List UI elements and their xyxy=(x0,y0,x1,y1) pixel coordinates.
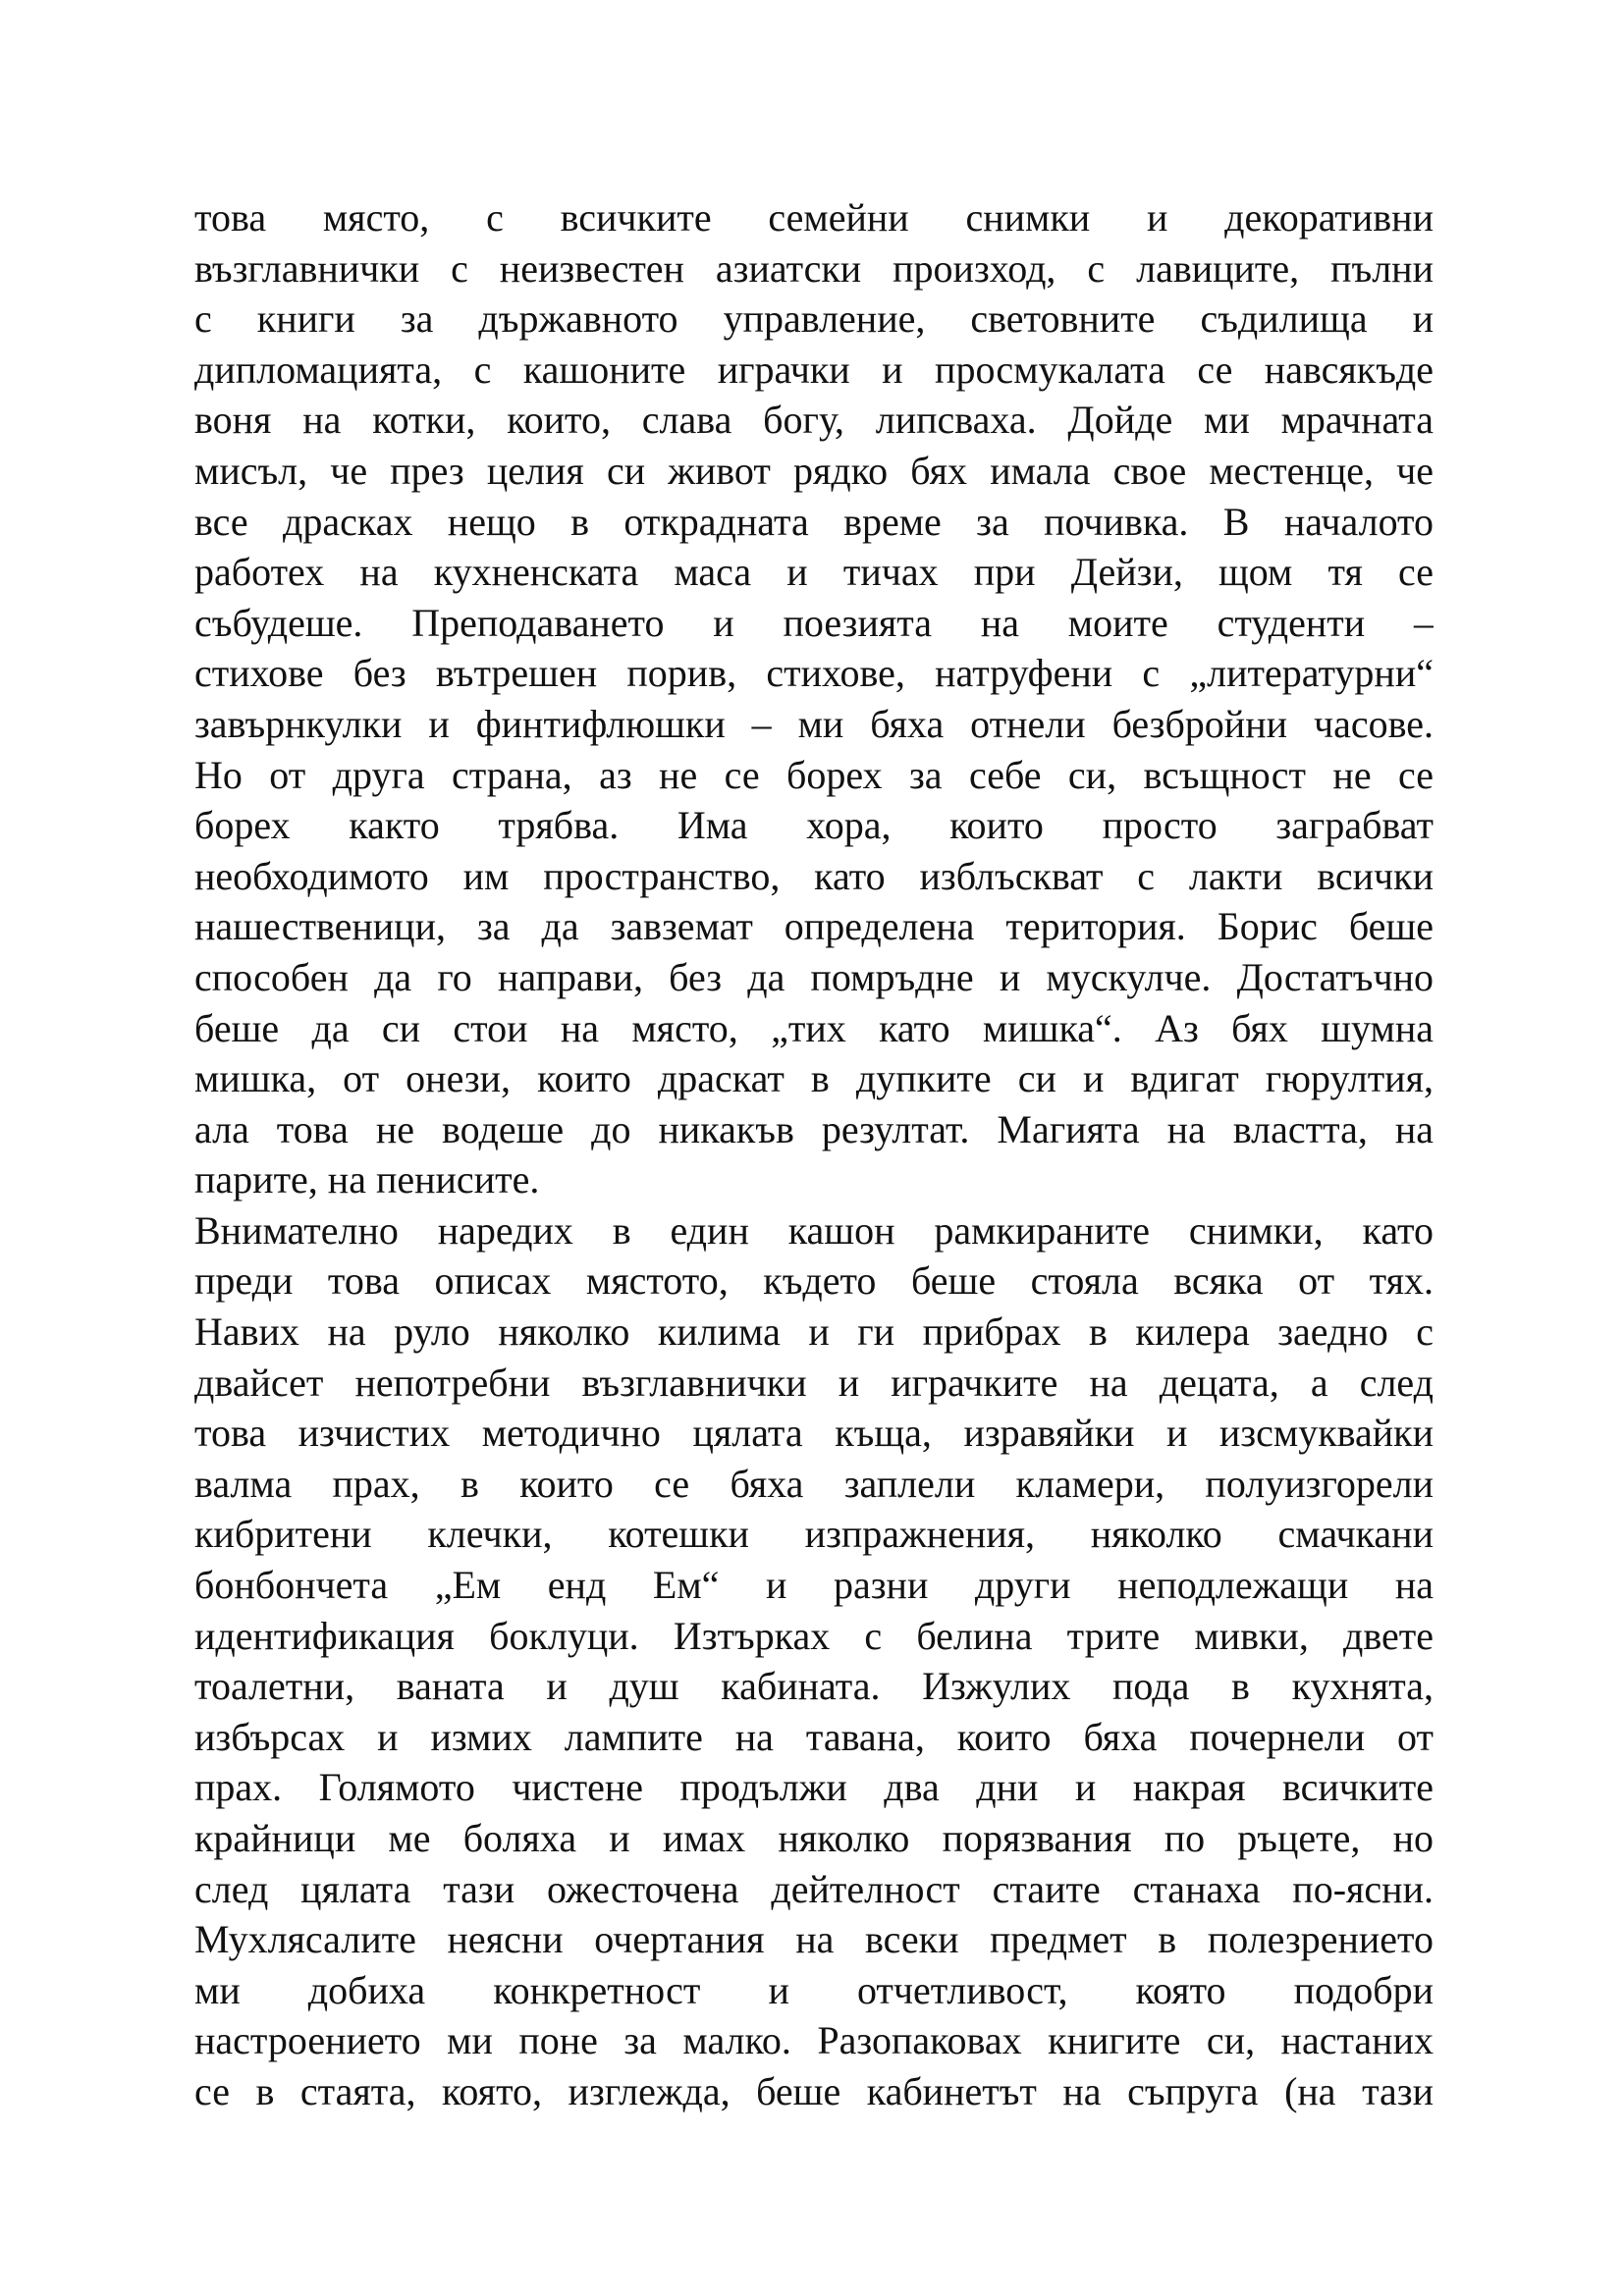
text-line: мисъл, че през целия си живот рядко бях имала свое местенце, че xyxy=(194,448,1434,493)
text-line: Мухлясалите неясни очертания на всеки предмет в полезрението xyxy=(194,1917,1434,1962)
text-line: Внимателно наредих в един кашон рамкираните снимки, като xyxy=(194,1207,1434,1253)
text-line: това място, с всичките семейни снимки и декоративни xyxy=(194,195,1434,240)
text-line: настроението ми поне за малко. Разопаковах книгите си, настаних xyxy=(194,2018,1434,2063)
text-line: дипломацията, с кашоните играчки и просмукалата се навсякъде xyxy=(194,347,1434,392)
text-line: бонбончета „Ем енд Ем“ и разни други неподлежащи на xyxy=(194,1563,1434,1608)
text-line: Навих на руло няколко килима и ги прибрах в килера заедно с xyxy=(194,1309,1434,1355)
text-line: мишка, от онези, които драскат в дупките си и вдигат гюрултия, xyxy=(194,1056,1434,1101)
text-line: прах. Голямото чистене продължи два дни и накрая всичките xyxy=(194,1765,1434,1810)
text-line: все драсках нещо в открадната време за почивка. В началото xyxy=(194,499,1434,544)
text-line: беше да си стои на място, „тих като мишка“. Аз бях шумна xyxy=(194,1005,1434,1050)
text-line: валма прах, в които се бяха заплели кламери, полуизгорели xyxy=(194,1461,1434,1506)
text-line: ала това не водеше до никакъв резултат. Магията на властта, на xyxy=(194,1106,1434,1151)
text-line: двайсет непотребни възглавнички и играчките на децата, а след xyxy=(194,1360,1434,1405)
text-line: преди това описах мястото, където беше стояла всяка от тях. xyxy=(194,1258,1434,1304)
paragraph xyxy=(194,192,1434,1205)
text-line: необходимото им пространство, като изблъскват с лакти всички xyxy=(194,853,1434,898)
text-line: работех на кухненската маса и тичах при Дейзи, щом тя се xyxy=(194,550,1434,595)
text-line: събудеше. Преподаването и поезията на моите студенти – xyxy=(194,600,1434,645)
text-line: с книги за държавното управление, световните съдилища и xyxy=(194,296,1434,342)
text-line: след цялата тази ожесточена дейтелност стаите станаха по-ясни. xyxy=(194,1866,1434,1911)
text-line: ми добиха конкретност и отчетливост, която подобри xyxy=(194,1967,1434,2012)
text-line: способен да го направи, без да помръдне и мускулче. Достатъчно xyxy=(194,954,1434,999)
text-line: кибритени клечки, котешки изпражнения, няколко смачкани xyxy=(194,1512,1434,1557)
text-line: стихове без вътрешен порив, стихове, натруфени с „литературни“ xyxy=(194,651,1434,696)
text-line: нашественици, за да завземат определена територия. Борис беше xyxy=(194,904,1434,949)
text-line: това изчистих методично цялата къща, изравяйки и изсмуквайки xyxy=(194,1411,1434,1456)
text-line: избърсах и измих лампите на тавана, които бяха почернели от xyxy=(194,1714,1434,1759)
text-line: идентификация боклуци. Изтърках с белина трите мивки, двете xyxy=(194,1613,1434,1658)
text-line: крайници ме боляха и имах няколко порязвания по ръцете, но xyxy=(194,1816,1434,1860)
paragraph xyxy=(194,1205,1434,2117)
text-line: се в стаята, която, изглежда, беше кабинетът на съпруга (на тази xyxy=(194,2068,1434,2113)
text-line: завърнкулки и финтифлюшки – ми бяха отнели безбройни часове. xyxy=(194,701,1434,746)
body-text xyxy=(194,192,1434,2117)
text-line: воня на котки, които, слава богу, липсваха. Дойде ми мрачната xyxy=(194,398,1434,443)
text-line: борех както трябва. Има хора, които просто заграбват xyxy=(194,803,1434,848)
text-line: възглавнички с неизвестен азиатски произход, с лавиците, пълни xyxy=(194,245,1434,291)
text-line: тоалетни, ваната и душ кабината. Изжулих пода в кухнята, xyxy=(194,1664,1434,1709)
text-line: Но от друга страна, аз не се борех за себе си, всъщност не се xyxy=(194,752,1434,797)
text-line: парите, на пенисите. xyxy=(194,1157,540,1202)
